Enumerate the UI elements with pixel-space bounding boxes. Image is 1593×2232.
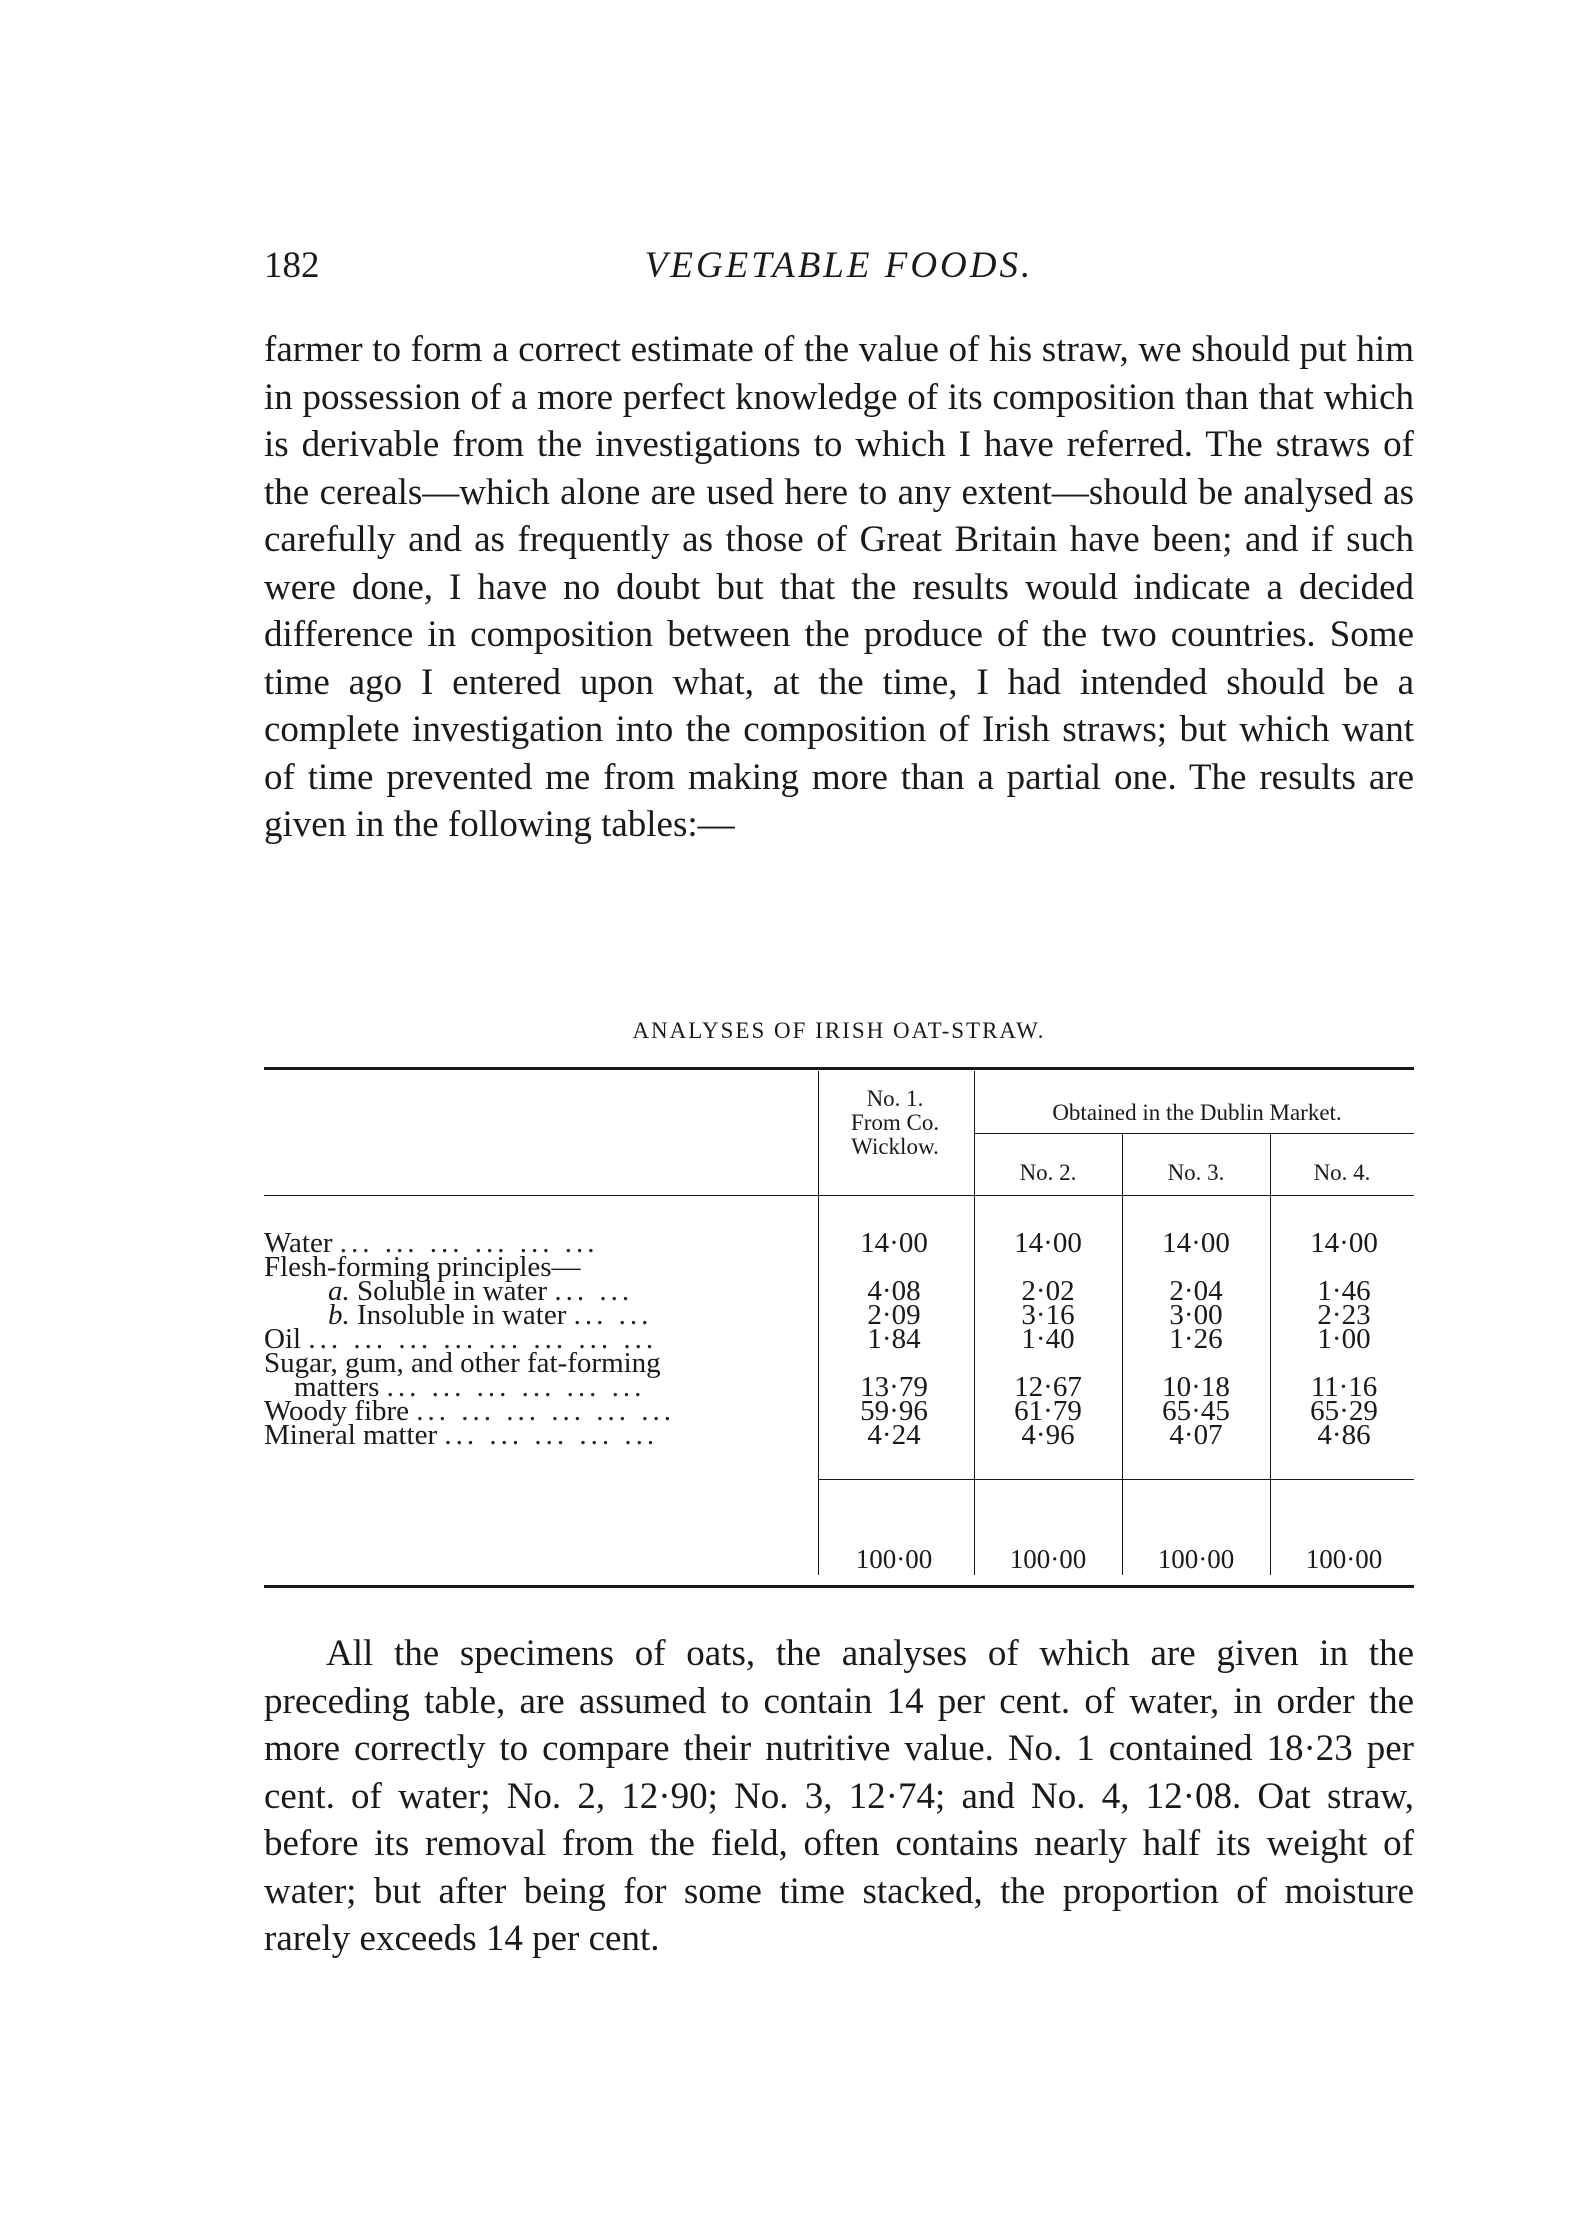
row-label-text: Oil: [264, 1323, 302, 1355]
row-label-text: Mineral matter: [264, 1419, 438, 1451]
cell-value: 14·00: [860, 1227, 928, 1259]
col-header-no1: [820, 1087, 970, 1159]
col-header-no1-line1: No. 1.: [866, 1086, 924, 1111]
cell-value: 1·00: [1317, 1323, 1371, 1355]
row-marker: a.: [328, 1275, 350, 1307]
group-header-underline: [974, 1133, 1414, 1134]
cell-value: 14·00: [1014, 1227, 1082, 1259]
cell-value: 4·24: [867, 1419, 921, 1451]
total-value: 100·00: [1305, 1544, 1383, 1574]
cell-value: 65·29: [1310, 1395, 1378, 1427]
total-value: 100·00: [1009, 1544, 1087, 1574]
cell-value: 10·18: [1162, 1371, 1230, 1403]
cell-value: 11·16: [1310, 1371, 1378, 1403]
cell-value: 14·00: [1310, 1227, 1378, 1259]
leader-dots: ... ...: [554, 1275, 634, 1307]
table-title: ANALYSES OF IRISH OAT-STRAW.: [632, 1018, 1046, 1043]
cell-value: 61·79: [1014, 1395, 1082, 1427]
leader-dots: ... ... ... ... ... ...: [416, 1395, 676, 1427]
cell-value: 59·96: [860, 1395, 928, 1427]
cell-value: 4·96: [1021, 1419, 1075, 1451]
paragraph-text: All the specimens of oats, the analyses of which are given in the preceding table, are assumed to contain 14 per cent. of water, in order the more correctly to compare their nutritive value. No. 1 contained 18·23 per cent. of water; No. 2, 12·90; No. 3, 12·74; and No. 4, 12·08. Oat straw, before its removal from the field, often contains nearly half its weight of water; but after being for some time stacked, the proportion of moisture rarely exceeds 14 per cent.: [264, 1633, 1414, 1959]
row-label-text: Insoluble in water: [357, 1299, 567, 1331]
page-number: 182: [264, 245, 320, 286]
page-header: [264, 244, 1414, 294]
cell-value: 2·23: [1317, 1299, 1371, 1331]
header-bottom-rule: [264, 1195, 1414, 1196]
cell-value: 2·04: [1169, 1275, 1223, 1307]
row-label-flesh-forming: Flesh-forming principles—: [264, 1251, 581, 1283]
col-header-no3: No. 3.: [1167, 1160, 1225, 1185]
cell-value: 14·00: [1162, 1227, 1230, 1259]
col-header-no1-line3: Wicklow.: [851, 1134, 939, 1159]
row-label-text: Soluble in water: [357, 1275, 548, 1307]
cell-value: 1·84: [867, 1323, 921, 1355]
cell-value: 13·79: [860, 1371, 928, 1403]
leader-dots: ... ... ... ... ... ...: [339, 1227, 599, 1259]
cell-value: 1·46: [1317, 1275, 1371, 1307]
total-value: 100·00: [1157, 1544, 1235, 1574]
cell-value: 2·09: [867, 1299, 921, 1331]
cell-value: 1·40: [1021, 1323, 1075, 1355]
paragraph-text: farmer to form a correct estimate of the value of his straw, we should put him in possession of a more perfect knowledge of its composition than that which is derivable from the investigations to which I have referred. The straws of the cereals—which alone are used here to any extent—should be analysed as carefully and as frequently as those of Great Britain have been; and if such were done, I have no doubt but that the results would indicate a decided difference in composition between the produce of the two countries. Some time ago I entered upon what, at the time, I had intended should be a complete investigation into the composition of Irish straws; but which want of time prevented me from making more than a partial one. The results are given in the following tables:—: [264, 329, 1414, 845]
running-title: VEGETABLE FOODS.: [644, 245, 1034, 286]
leader-dots: ... ...: [573, 1299, 653, 1331]
body-paragraph-2: [264, 1630, 1414, 1963]
row-label-text: matters: [294, 1371, 380, 1403]
group-header-dublin: Obtained in the Dublin Market.: [1052, 1100, 1342, 1125]
cell-value: 4·07: [1169, 1419, 1223, 1451]
cell-value: 4·86: [1317, 1419, 1371, 1451]
column-divider: [1270, 1133, 1271, 1575]
analysis-table: [264, 1067, 1414, 1590]
cell-value: 2·02: [1021, 1275, 1075, 1307]
row-label-mineral: [264, 1419, 659, 1451]
cell-value: 12·67: [1014, 1371, 1082, 1403]
table-top-rule: [264, 1067, 1414, 1070]
table-bottom-rule: [264, 1585, 1414, 1588]
cell-value: 1·26: [1169, 1323, 1223, 1355]
cell-value: 4·08: [867, 1275, 921, 1307]
col-header-no1-line2: From Co.: [850, 1110, 940, 1135]
col-header-no2: No. 2.: [1019, 1160, 1077, 1185]
column-divider: [1122, 1133, 1123, 1575]
total-value: 100·00: [855, 1544, 933, 1574]
leader-dots: ... ... ... ... ... ...: [386, 1371, 646, 1403]
leader-dots: ... ... ... ... ...: [444, 1419, 659, 1451]
col-header-no4: No. 4.: [1313, 1160, 1371, 1185]
row-label-sugar: Sugar, gum, and other fat-forming: [264, 1347, 661, 1379]
leader-dots: ... ... ... ... ... ... ... ...: [308, 1323, 658, 1355]
column-divider: [818, 1071, 819, 1575]
cell-value: 3·00: [1169, 1299, 1223, 1331]
row-label-text: Water: [264, 1227, 333, 1259]
row-label-text: Woody fibre: [264, 1395, 410, 1427]
row-marker: b.: [328, 1299, 350, 1331]
body-paragraph-1: [264, 326, 1414, 849]
totals-rule: [818, 1479, 1414, 1480]
cell-value: 3·16: [1021, 1299, 1075, 1331]
cell-value: 65·45: [1162, 1395, 1230, 1427]
